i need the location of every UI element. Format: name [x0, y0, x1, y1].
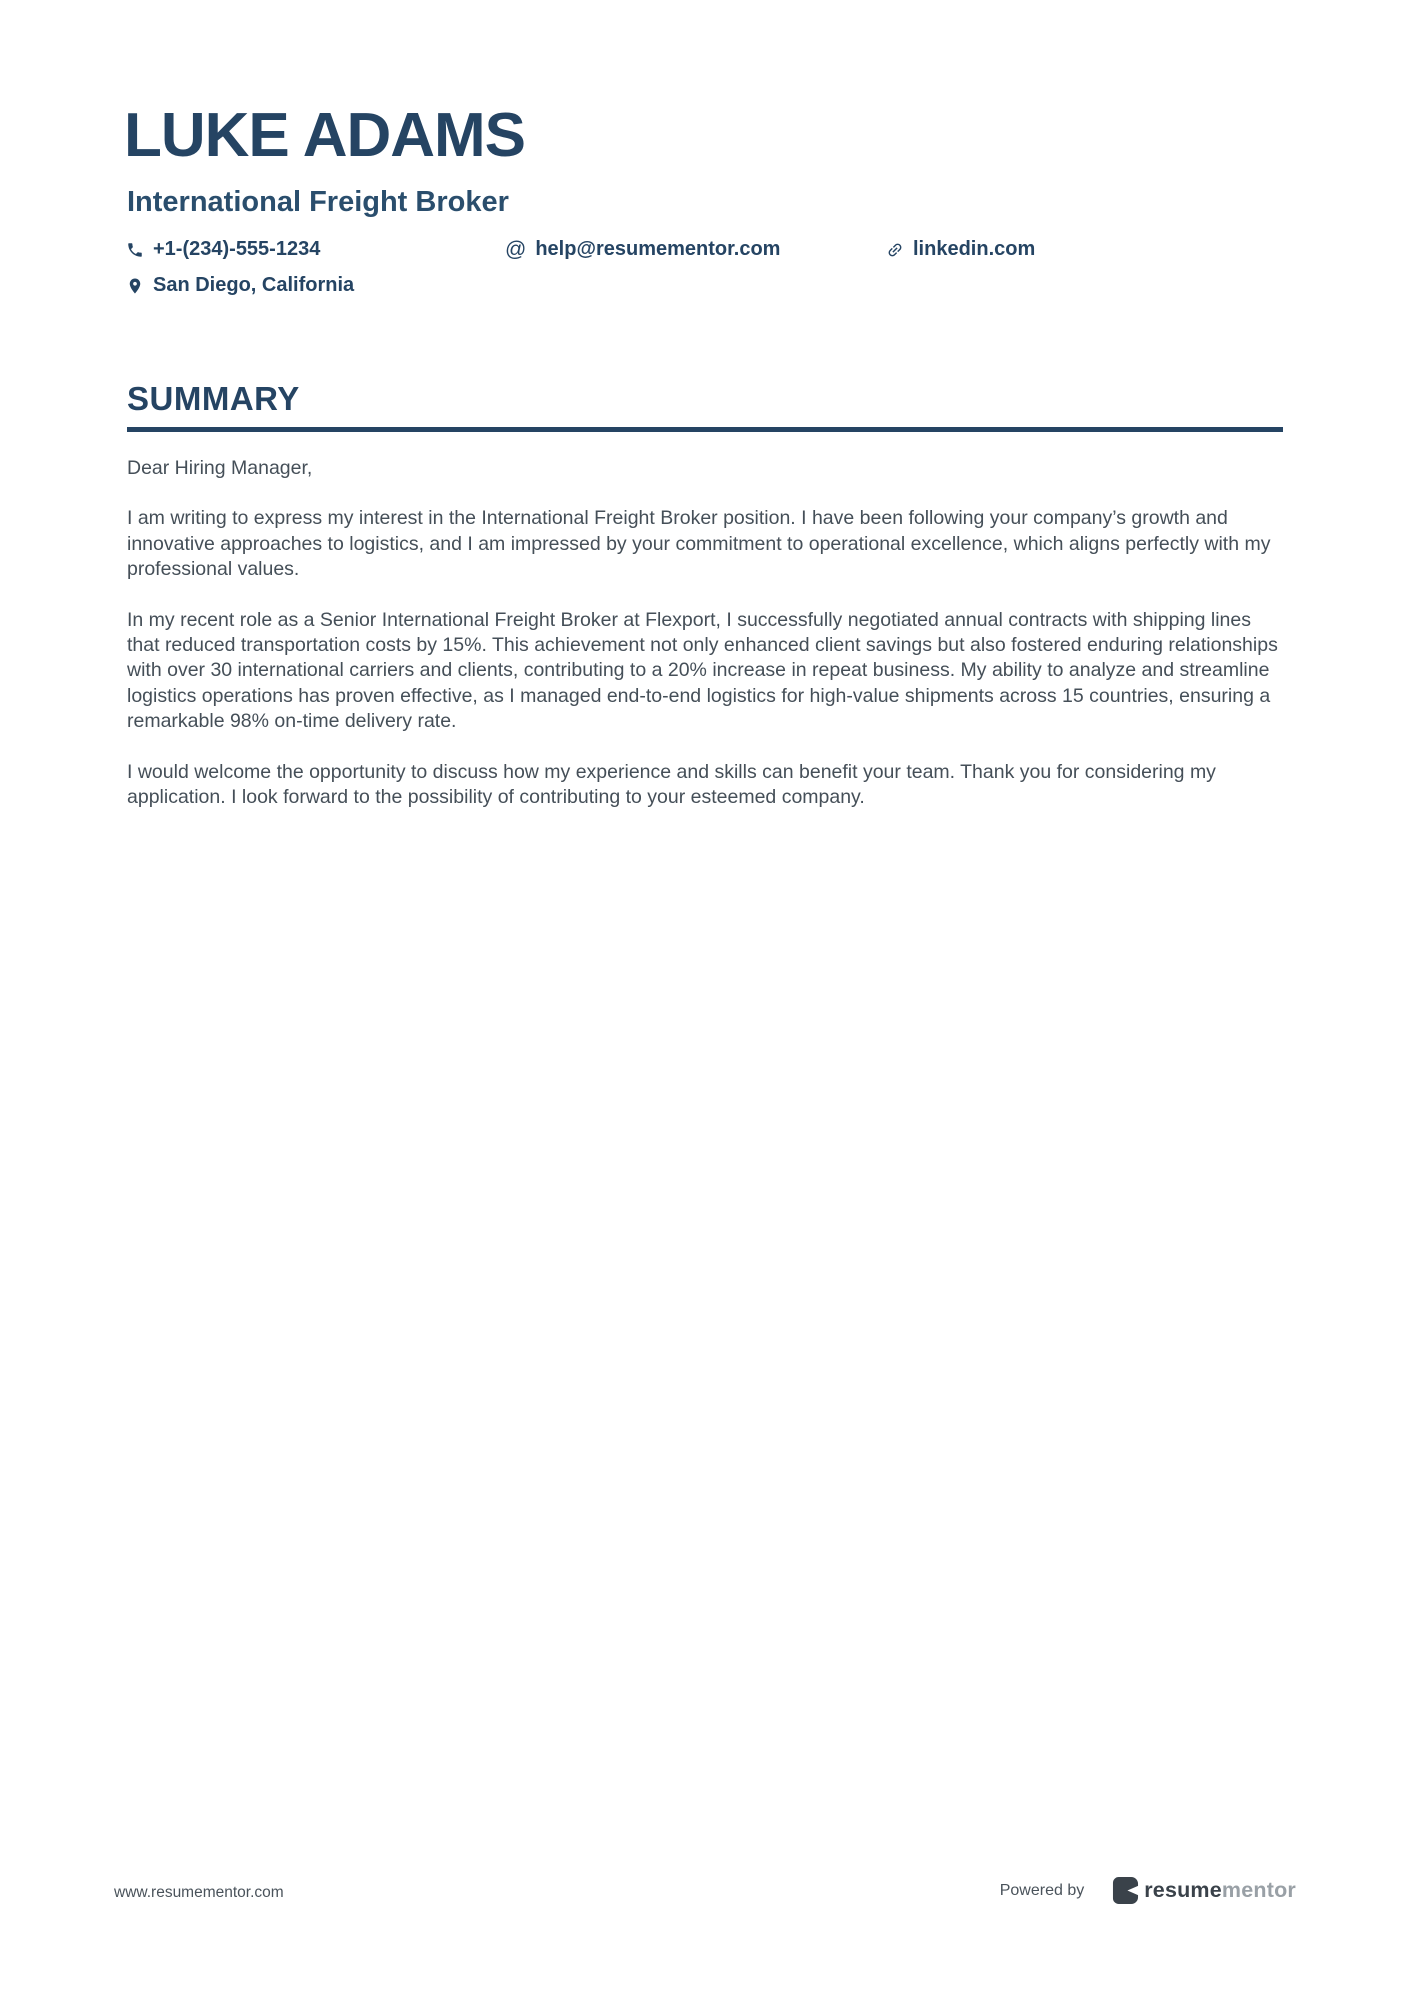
location-text: San Diego, California: [153, 274, 355, 296]
candidate-name: LUKE ADAMS: [124, 101, 526, 170]
website-link[interactable]: www.resumementor.com: [114, 1884, 284, 1901]
letter-paragraph: I would welcome the opportunity to discuss how my experience and skills can benefit your team. Thank you for considering my application. I look forward to the possibility of contributing to your esteemed company.: [127, 760, 1216, 809]
linkedin-contact[interactable]: [886, 238, 1035, 261]
letter-paragraph: In my recent role as a Senior International Freight Broker at Flexport, I successfully negotiated annual contracts with shipping lines that reduced transportation costs by 15%. This achievement not only enhanced client savings but also fostered enduring relationships with over 30 international carriers and clients, contributing to a 20% increase in repeat business. My ability to analyze and streamline logistics operations has proven effective, as I managed end-to-end logistics for high-value shipments across 15 countries, ensuring a remarkable 98% on-time delivery rate.: [127, 608, 1278, 733]
section-divider: [127, 427, 1283, 432]
phone-number: +1-(234)-555-1234: [153, 238, 321, 260]
letter-paragraph: I am writing to express my interest in the International Freight Broker position. I have been following your company’s growth and innovative approaches to logistics, and I am impressed by your commitment to operational excellence, which aligns perfectly with my professional values.: [127, 507, 1271, 581]
powered-by-label: Powered by: [999, 1881, 1085, 1899]
location-pin-icon: [126, 277, 144, 295]
summary-heading: SUMMARY: [127, 380, 300, 417]
letter-body: [127, 456, 1285, 835]
resumementor-logo[interactable]: [1112, 1876, 1296, 1905]
brand-word-resume: resume: [1144, 1878, 1222, 1902]
at-icon: @: [505, 237, 527, 261]
powered-by-group: [1000, 1876, 1296, 1905]
linkedin-url[interactable]: linkedin.com: [913, 238, 1036, 260]
brand-word-mentor: mentor: [1221, 1878, 1296, 1902]
resumementor-logo-icon: [1112, 1876, 1139, 1905]
brand-wordmark: [1144, 1878, 1296, 1903]
phone-icon: [126, 241, 144, 259]
location-contact: [126, 274, 354, 297]
email-contact[interactable]: [505, 238, 780, 261]
greeting-paragraph: Dear Hiring Manager,: [127, 457, 313, 479]
job-title: International Freight Broker: [127, 186, 509, 218]
email-address[interactable]: help@resumementor.com: [535, 238, 781, 260]
phone-contact: [126, 238, 320, 261]
link-icon: [886, 241, 904, 259]
